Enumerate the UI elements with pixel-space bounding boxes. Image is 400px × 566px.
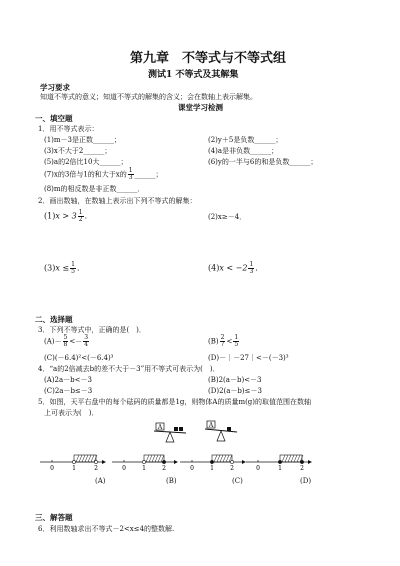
q5-option-b-label: (B) — [166, 477, 177, 485]
number-line-c-shaded-region — [212, 455, 232, 462]
q1-item-7 — [44, 168, 163, 181]
number-line-d-arrow — [308, 460, 312, 464]
chapter-title: 第九章 不等式与不等式组 — [130, 51, 287, 66]
number-line-b-endpoint-high — [162, 460, 165, 463]
q1-item-7-blank: ______； — [134, 170, 163, 179]
q1-stem: 1．用不等式表示： — [38, 125, 99, 133]
object-a-label: A — [157, 424, 163, 431]
number-line-c-tick-label: 1 — [210, 465, 214, 472]
weight-2 — [179, 427, 183, 431]
q4-option-b: (B)2(a－b)<－3 — [208, 376, 262, 384]
multiple-choice-heading: 二、选择题 — [35, 315, 73, 324]
number-line-c-endpoint-low — [210, 460, 213, 463]
number-line-d-tick-label: 1 — [278, 465, 282, 472]
q2-item-4-fraction: $\frac{1}{3}$ — [249, 261, 254, 275]
number-line-b-tick-label: 2 — [162, 465, 166, 472]
scale-fulcrum — [217, 431, 225, 441]
number-line-d-tick-label: 2 — [300, 465, 304, 472]
number-line-a-arrow — [102, 460, 106, 464]
q6-stem: 6．利用数轴求出不等式－2<x≤4的整数解. — [38, 525, 175, 533]
q1-item-7-text: (7)x的3倍与1的和大于x的 — [44, 170, 127, 179]
scale-fulcrum — [166, 432, 174, 442]
q5-stem-line-2: 上可表示为( )． — [44, 409, 99, 417]
number-line-a-hatch — [85, 455, 88, 462]
balance-scale-2 — [203, 418, 239, 444]
number-line-a-hatch — [91, 455, 94, 462]
q3-option-b: (B) $\frac{2}{7}$ < $\frac{1}{5}$ — [208, 334, 239, 348]
q4-stem: 4．“a的2倍减去b的差不大于－3”用不等式可表示为( )． — [38, 365, 220, 373]
classroom-test-heading: 课堂学习检测 — [178, 103, 223, 112]
learning-requirements-text: 知道不等式的意义；知道不等式的解集的含义；会在数轴上表示解集。 — [40, 93, 257, 101]
number-line-a-tick-label: 0 — [50, 465, 54, 472]
q4-option-a: (A)2a－b<－3 — [44, 376, 92, 384]
q3-stem: 3．下列不等式中，正确的是( )． — [38, 326, 146, 334]
weight-1 — [174, 427, 178, 431]
q1-item-8: (8)m的相反数是非正数______． — [44, 185, 145, 193]
number-line-d-hatch — [294, 455, 297, 462]
q1-item-7-fraction: $\frac{1}{3}$ — [128, 167, 133, 181]
q2-item-4: (4)x < −2 $\frac{1}{3}$ ． — [208, 261, 264, 275]
number-line-c-arrow — [242, 460, 246, 464]
number-line-a-endpoint-high — [94, 460, 97, 463]
number-line-c-tick-label: 0 — [190, 465, 194, 472]
number-line-d-hatch — [288, 455, 291, 462]
q5-option-d-label: (D) — [300, 477, 312, 485]
number-line-b-endpoint-low — [142, 460, 145, 463]
q5-option-a-label: (A) — [95, 477, 106, 485]
number-line-b-tick-label: 0 — [122, 465, 126, 472]
number-line-a-hatch — [76, 455, 79, 462]
number-line-a-hatch — [88, 455, 91, 462]
q1-item-5: (5)a的2倍比10大______； — [44, 158, 128, 166]
q3-option-a: (A)－ $\frac{5}{8}$ <－ $\frac{3}{4}$ — [44, 334, 89, 348]
number-line-b-tick-label: 1 — [142, 465, 146, 472]
q1-item-6: (6)y的一半与6的和是负数______； — [208, 158, 318, 166]
number-line-b-arrow — [174, 460, 178, 464]
number-line-b-hatch — [149, 455, 152, 462]
number-line-a-endpoint-low — [72, 460, 75, 463]
number-line-c-hatch — [220, 455, 223, 462]
q2-item-2: (2)x≥－4． — [208, 213, 247, 221]
number-line-a-hatch — [82, 455, 85, 462]
q5-option-c-label: (C) — [232, 477, 243, 485]
number-line-b-hatch — [146, 455, 149, 462]
number-line-d-hatch — [282, 455, 285, 462]
number-line-c-hatch — [214, 455, 217, 462]
number-line-c-hatch — [223, 455, 226, 462]
number-line-b-shaded-region — [144, 455, 164, 462]
section-subtitle: 测试1 不等式及其解集 — [148, 70, 239, 80]
number-line-d-endpoint-low — [278, 460, 281, 463]
number-line-options — [40, 448, 380, 488]
number-line-c-endpoint-high — [230, 460, 233, 463]
object-a-label: A — [208, 422, 214, 429]
number-line-a-tick-label: 1 — [72, 465, 76, 472]
number-line-d-tick-label: 0 — [256, 465, 260, 472]
q2-item-3: (3)x ≤ $\frac{1}{5}$ ． — [44, 261, 85, 275]
q2-item-1-fraction: $\frac{1}{2}$ — [78, 209, 83, 223]
number-line-c-hatch — [226, 455, 229, 462]
q2-item-3-fraction: $\frac{1}{5}$ — [71, 261, 75, 275]
fill-blank-heading: 一、填空题 — [35, 114, 73, 123]
q5-stem-line-1: 5．如图，天平右盘中的每个砝码的质量都是1g，则物体A的质量m(g)的取值范围在数轴 — [38, 398, 312, 406]
number-line-b-hatch — [158, 455, 161, 462]
q4-option-c: (C)2a－b≤－3 — [44, 387, 93, 395]
number-line-a-tick-label: 2 — [94, 465, 98, 472]
weight-1 — [227, 427, 231, 431]
answer-questions-heading: 三、解答题 — [35, 513, 73, 522]
q2-stem: 2．画出数轴，在数轴上表示出下列不等式的解集： — [38, 197, 197, 205]
number-line-c-hatch — [217, 455, 220, 462]
number-line-d-endpoint-high — [300, 460, 303, 463]
q1-item-2: (2)y＋5是负数______； — [208, 136, 283, 144]
number-line-b-hatch — [152, 455, 155, 462]
q4-option-d: (D)2(a－b)≤－3 — [208, 387, 262, 395]
q1-item-4: (4)a是非负数______； — [208, 147, 279, 155]
q2-item-1: (1)x > 3 $\frac{1}{2}$ ． — [44, 209, 93, 223]
learning-requirements-heading: 学习要求 — [40, 83, 70, 92]
number-line-d-hatch — [291, 455, 294, 462]
q3-option-d: (D)－｜－27｜<－(－3)³ — [208, 354, 289, 362]
number-line-d-hatch — [297, 455, 300, 462]
number-line-a-hatch — [79, 455, 82, 462]
q3-option-c: (C)(－6.4)²<(－6.4)³ — [44, 354, 114, 362]
number-line-d-hatch — [285, 455, 288, 462]
number-line-c-tick-label: 2 — [230, 465, 234, 472]
q1-item-3: (3)x不大于2______； — [44, 147, 112, 155]
balance-scale-1 — [152, 420, 188, 446]
q1-item-1: (1)m－3是正数______； — [44, 136, 122, 144]
number-line-b-hatch — [155, 455, 158, 462]
